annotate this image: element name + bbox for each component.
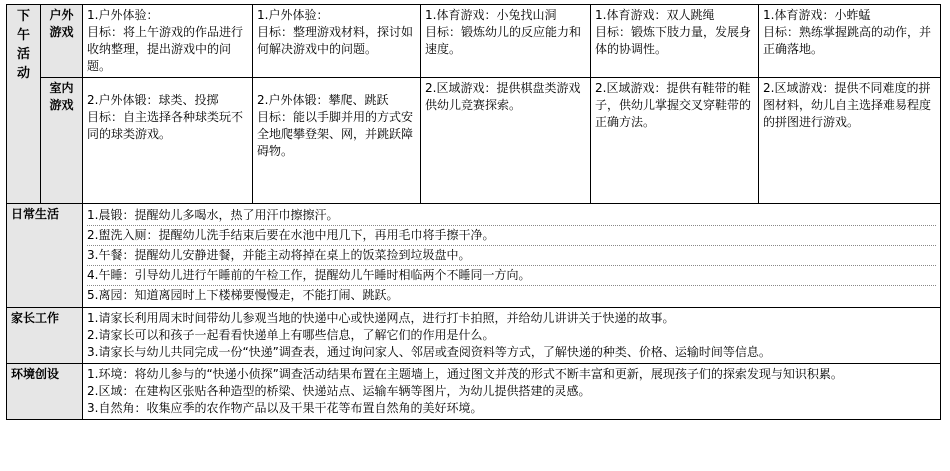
cell-line: 2.户外体锻：攀爬、跳跃 xyxy=(257,93,389,107)
parent-item: 3.请家长与幼儿共同完成一份“快递”调查表，通过询问家人、邻居或查阅资料等方式，了解快递的种类、价格、运输时间等信息。 xyxy=(87,345,771,359)
daily-item: 2.盥洗入厕：提醒幼儿洗手结束后要在水池中甩几下，再用毛巾将手擦干净。 xyxy=(87,226,936,246)
daily-item: 1.晨锻：提醒幼儿多喝水，热了用汗巾擦擦汗。 xyxy=(87,206,936,226)
afternoon-title-char: 午 xyxy=(16,28,30,43)
daily-item: 5.离园：知道离园时上下楼梯要慢慢走，不能打闹、跳跃。 xyxy=(87,288,399,302)
environment-header: 环境创设 xyxy=(7,364,83,420)
environment-row xyxy=(7,364,941,420)
outdoor-game-label: 户外游戏 xyxy=(41,5,83,78)
afternoon-title-char: 活 xyxy=(16,47,30,62)
weekly-plan-table xyxy=(6,4,941,420)
outdoor-cell-3 xyxy=(421,5,591,78)
cell-line: 1.体育游戏：双人跳绳 xyxy=(595,8,715,22)
afternoon-outdoor-row xyxy=(7,5,941,78)
daily-life-content xyxy=(83,204,941,308)
indoor-cell-5 xyxy=(759,78,941,204)
cell-line: 目标：整理游戏材料，探讨如何解决游戏中的问题。 xyxy=(257,25,414,56)
cell-line: 目标：将上午游戏的作品进行收纳整理，提出游戏中的问题。 xyxy=(87,25,244,73)
afternoon-title-char: 下 xyxy=(16,9,30,24)
cell-line: 1.户外体验： xyxy=(87,8,159,22)
environment-item: 1.环境：将幼儿参与的“快递小侦探”调查活动结果布置在主题墙上，通过图文并茂的形式不断丰富和更新，展现孩子们的探索发现与知识积累。 xyxy=(87,367,843,381)
outdoor-cell-5 xyxy=(759,5,941,78)
cell-line: 1.体育游戏：小兔找山洞 xyxy=(425,8,557,22)
parent-work-content xyxy=(83,308,941,364)
daily-life-row xyxy=(7,204,941,308)
cell-line: 2.户外体锻：球类、投掷 xyxy=(87,93,219,107)
afternoon-indoor-row xyxy=(7,78,941,204)
afternoon-activity-header xyxy=(7,5,41,204)
cell-line: 目标：锻炼幼儿的反应能力和速度。 xyxy=(425,25,582,56)
afternoon-activity-title xyxy=(11,7,36,83)
cell-line: 目标：熟练掌握跳高的动作，并正确落地。 xyxy=(763,25,932,56)
daily-item: 4.午睡：引导幼儿进行午睡前的午检工作，提醒幼儿午睡时相临两个不睡同一方向。 xyxy=(87,266,936,286)
environment-content xyxy=(83,364,941,420)
indoor-game-label: 室内游戏 xyxy=(41,78,83,204)
indoor-cell-4 xyxy=(591,78,759,204)
outdoor-cell-1 xyxy=(83,5,253,78)
daily-life-header: 日常生活 xyxy=(7,204,83,308)
environment-item: 3.自然角：收集应季的农作物产品以及干果干花等布置自然角的美好环境。 xyxy=(87,401,483,415)
indoor-cell-1 xyxy=(83,78,253,204)
cell-line: 2.区域游戏：提供有鞋带的鞋子，供幼儿掌握交叉穿鞋带的正确方法。 xyxy=(595,81,752,129)
parent-work-header: 家长工作 xyxy=(7,308,83,364)
parent-item: 1.请家长利用周末时间带幼儿参观当地的快递中心或快递网点，进行打卡拍照，并给幼儿讲讲关于快递的故事。 xyxy=(87,311,675,325)
cell-line: 1.户外体验： xyxy=(257,8,329,22)
indoor-cell-2 xyxy=(253,78,421,204)
indoor-cell-3 xyxy=(421,78,591,204)
cell-line: 目标：能以手脚并用的方式安全地爬攀登架、网，并跳跃障碍物。 xyxy=(257,110,414,158)
parent-work-row xyxy=(7,308,941,364)
environment-item: 2.区域：在建构区张贴各种造型的桥梁、快递站点、运输车辆等图片，为幼儿提供搭建的灵感。 xyxy=(87,384,591,398)
afternoon-title-char: 动 xyxy=(16,66,30,81)
cell-line: 2.区域游戏：提供棋盘类游戏供幼儿竞赛探索。 xyxy=(425,81,581,112)
daily-item: 3.午餐：提醒幼儿安静进餐，并能主动将掉在桌上的饭菜捡到垃圾盘中。 xyxy=(87,246,936,266)
cell-line: 目标：锻炼下肢力量，发展身体的协调性。 xyxy=(595,25,752,56)
cell-line: 2.区域游戏：提供不同难度的拼图材料，幼儿自主选择难易程度的拼图进行游戏。 xyxy=(763,81,932,129)
cell-line: 1.体育游戏：小蚱蜢 xyxy=(763,8,871,22)
parent-item: 2.请家长可以和孩子一起看看快递单上有哪些信息，了解它们的作用是什么。 xyxy=(87,328,495,342)
cell-line: 目标：自主选择各种球类玩不同的球类游戏。 xyxy=(87,110,244,141)
outdoor-cell-2 xyxy=(253,5,421,78)
outdoor-cell-4 xyxy=(591,5,759,78)
